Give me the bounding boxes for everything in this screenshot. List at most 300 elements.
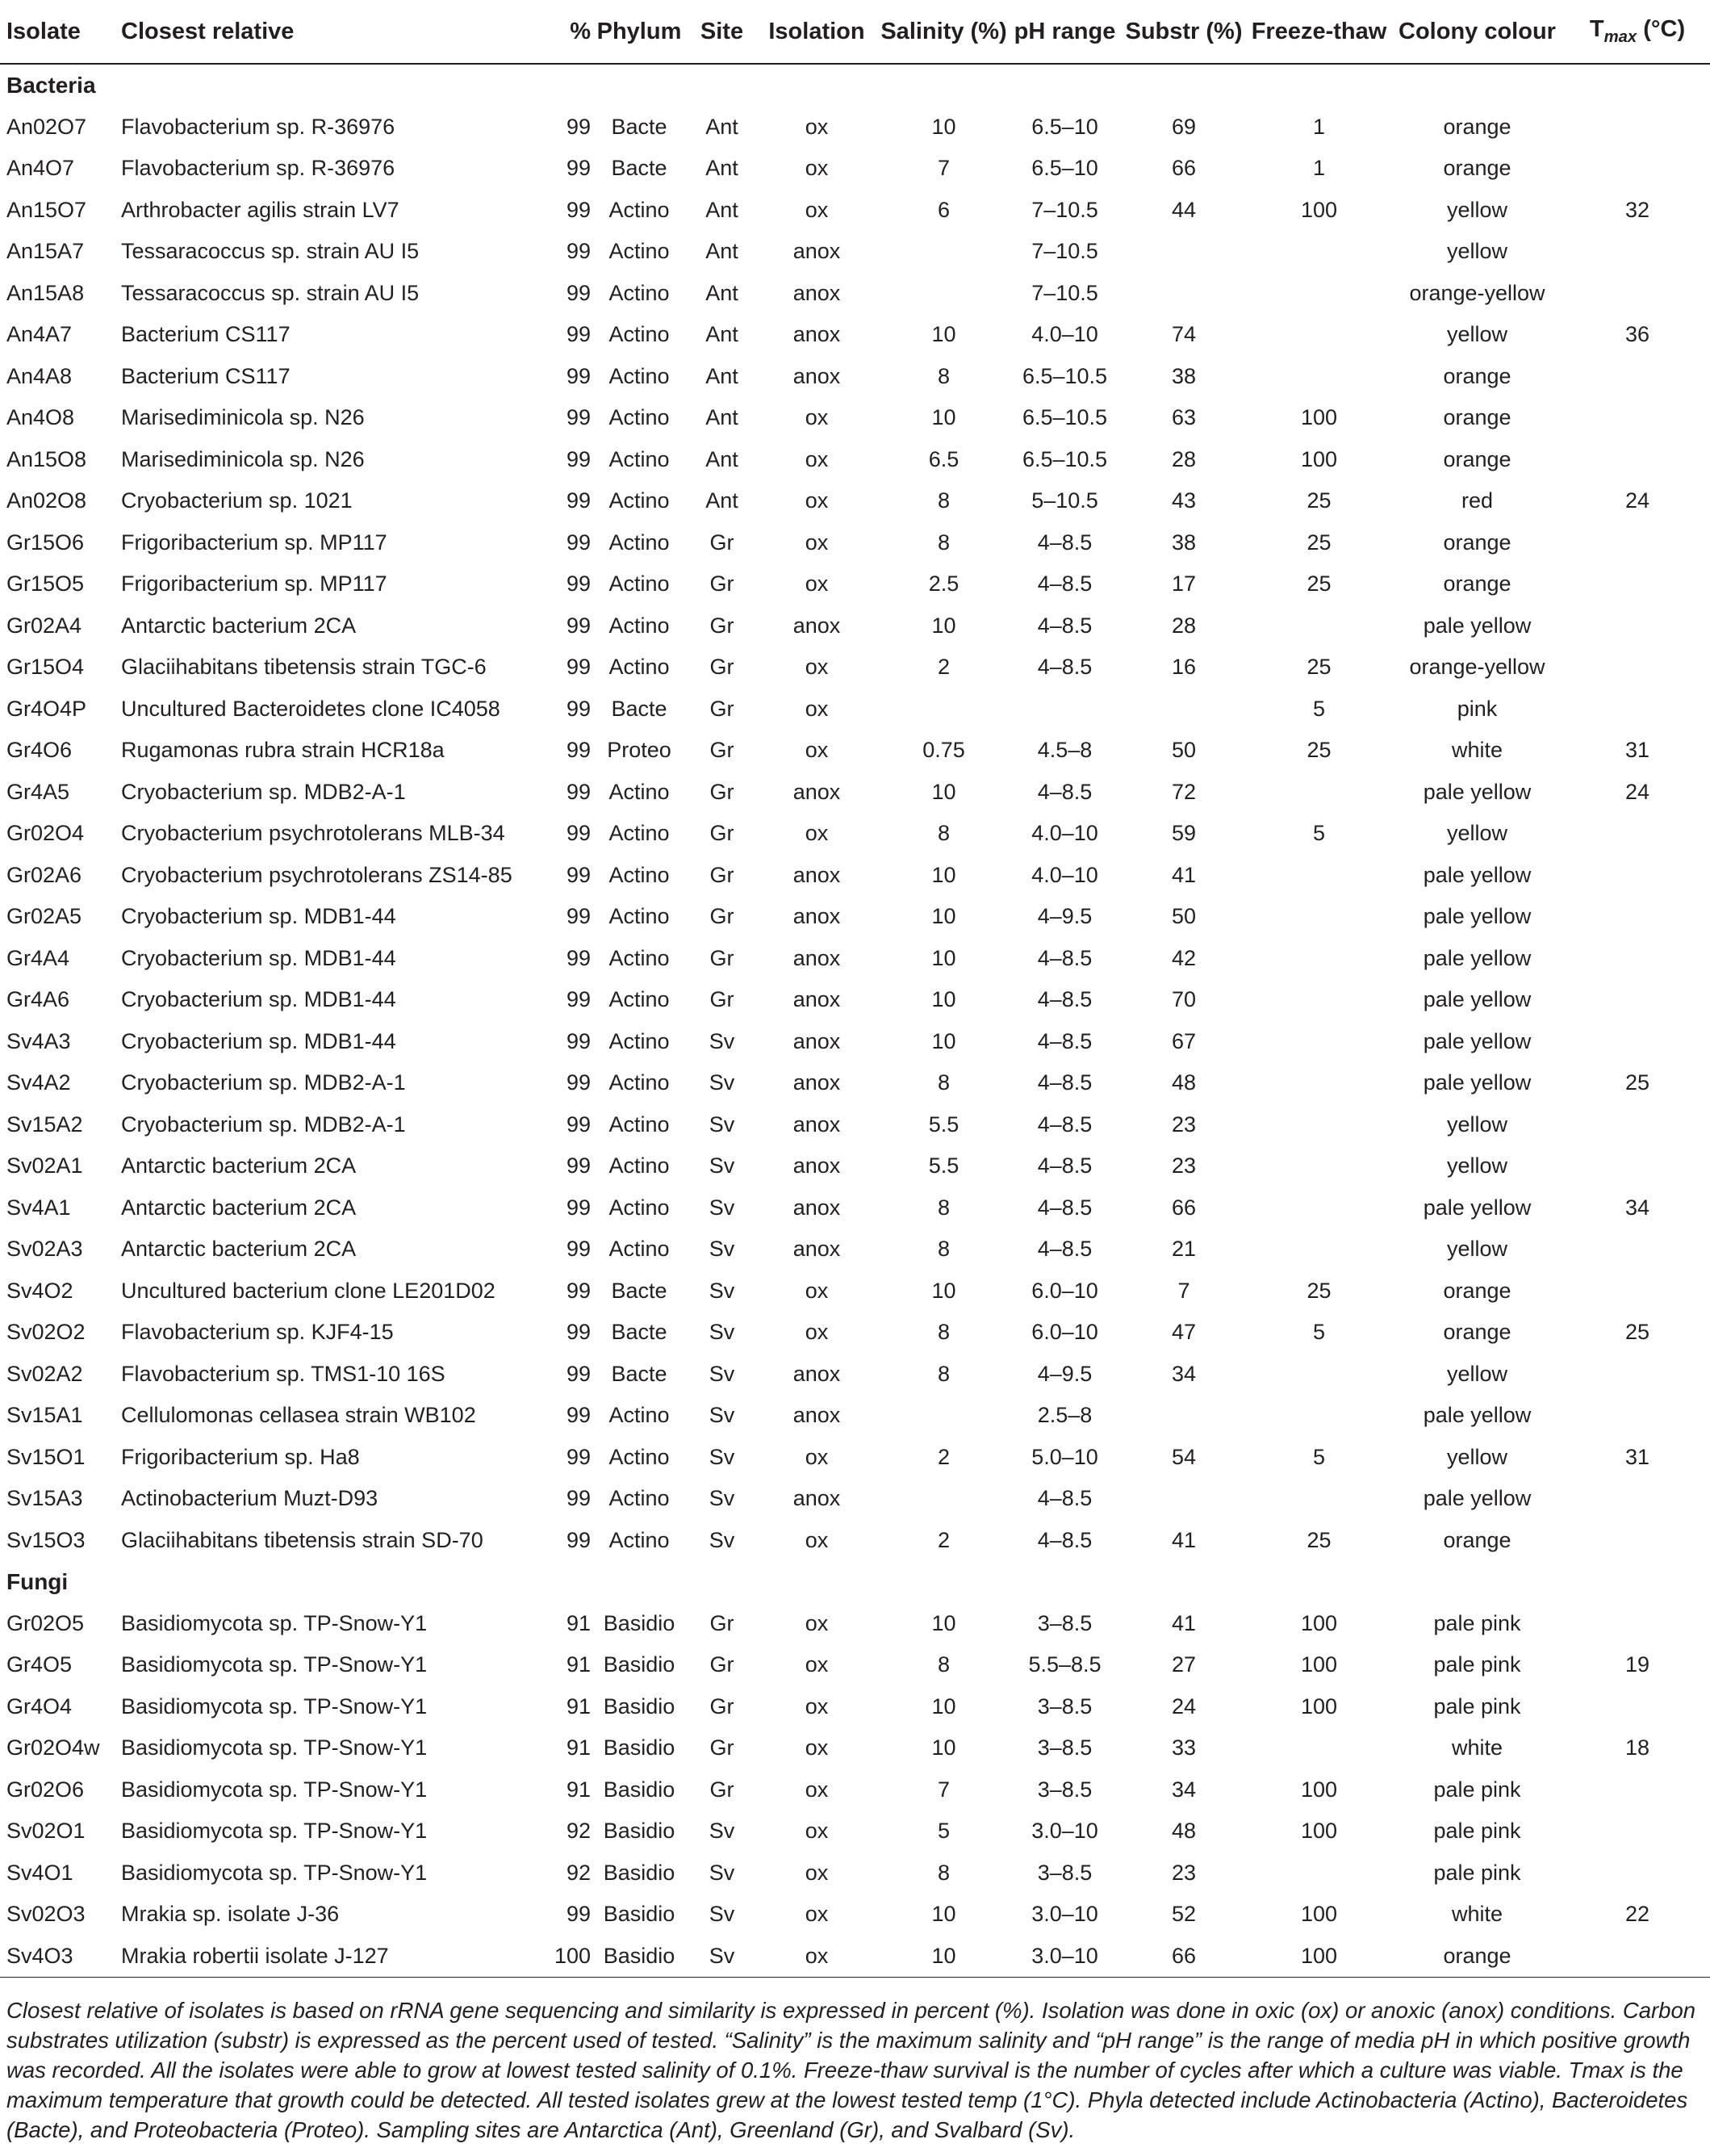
cell-freeze-thaw: 5 bbox=[1312, 696, 1326, 721]
cell-substr: 42 bbox=[1171, 945, 1197, 970]
cell-phylum: Actino bbox=[608, 322, 670, 347]
cell-closest-relative: Cryobacterium sp. 1021 bbox=[121, 488, 353, 513]
cell-percent: 99 bbox=[566, 655, 591, 680]
cell-isolation: ox bbox=[805, 1444, 829, 1469]
cell-substr: 72 bbox=[1171, 779, 1197, 804]
cell-isolation: anox bbox=[792, 1153, 841, 1178]
cell-isolation: anox bbox=[792, 363, 841, 388]
cell-salinity: 5 bbox=[937, 1819, 951, 1844]
cell-ph-range bbox=[1010, 689, 1119, 731]
cell-colony-colour: white bbox=[1451, 738, 1503, 763]
cell-tmax bbox=[1565, 1229, 1710, 1271]
cell-ph-range: 4–8.5 bbox=[1037, 1486, 1093, 1511]
cell-site: Sv bbox=[709, 1361, 735, 1386]
cell-phylum: Basidio bbox=[603, 1735, 675, 1760]
cell-substr: 70 bbox=[1171, 987, 1197, 1012]
cell-percent: 99 bbox=[566, 1902, 591, 1927]
cell-site: Sv bbox=[709, 1486, 735, 1511]
cell-substr bbox=[1119, 1395, 1248, 1437]
cell-percent: 99 bbox=[566, 862, 591, 887]
cell-site: Sv bbox=[709, 1902, 735, 1927]
cell-isolate: An02O7 bbox=[6, 114, 87, 139]
cell-closest-relative: Tessaracoccus sp. strain AU I5 bbox=[121, 239, 420, 264]
cell-isolation: ox bbox=[805, 446, 829, 471]
cell-freeze-thaw bbox=[1248, 1229, 1390, 1271]
cell-freeze-thaw bbox=[1248, 314, 1390, 356]
cell-colony-colour: pale yellow bbox=[1423, 945, 1532, 970]
cell-site: Gr bbox=[709, 945, 734, 970]
cell-percent: 99 bbox=[566, 530, 591, 555]
cell-ph-range: 4–8.5 bbox=[1037, 1111, 1093, 1137]
cell-ph-range: 7–10.5 bbox=[1031, 239, 1098, 264]
cell-freeze-thaw: 100 bbox=[1300, 1693, 1338, 1719]
cell-isolation: ox bbox=[805, 655, 829, 680]
cell-freeze-thaw bbox=[1248, 1062, 1390, 1104]
cell-salinity: 7 bbox=[937, 1777, 951, 1802]
cell-site: Ant bbox=[705, 446, 738, 471]
cell-percent: 91 bbox=[566, 1693, 591, 1719]
cell-freeze-thaw bbox=[1248, 231, 1390, 273]
cell-colony-colour: yellow bbox=[1446, 1237, 1508, 1262]
cell-site: Sv bbox=[709, 1070, 735, 1095]
cell-phylum: Basidio bbox=[603, 1610, 675, 1635]
cell-site: Sv bbox=[709, 1237, 735, 1262]
cell-isolation: anox bbox=[792, 945, 841, 970]
cell-closest-relative: Antarctic bacterium 2CA bbox=[121, 1153, 357, 1178]
cell-site: Gr bbox=[709, 987, 734, 1012]
cell-tmax bbox=[1565, 605, 1710, 647]
cell-phylum: Bacte bbox=[611, 696, 667, 721]
cell-tmax bbox=[1565, 1936, 1710, 1978]
cell-substr: 21 bbox=[1171, 1237, 1197, 1262]
cell-isolation: anox bbox=[792, 987, 841, 1012]
cell-salinity: 10 bbox=[931, 1610, 956, 1635]
cell-ph-range: 4–8.5 bbox=[1037, 571, 1093, 597]
cell-isolation: anox bbox=[792, 779, 841, 804]
cell-salinity: 7 bbox=[937, 156, 951, 181]
cell-isolation: ox bbox=[805, 1527, 829, 1552]
table-row bbox=[0, 1727, 1710, 1769]
cell-isolate: Gr4O4 bbox=[6, 1693, 73, 1719]
cell-closest-relative: Cryobacterium sp. MDB2-A-1 bbox=[121, 1111, 406, 1137]
cell-colony-colour: pale pink bbox=[1433, 1693, 1521, 1719]
table-row bbox=[0, 772, 1710, 814]
cell-isolate: Sv4A3 bbox=[6, 1028, 71, 1053]
cell-percent: 99 bbox=[566, 1278, 591, 1303]
cell-substr: 38 bbox=[1171, 530, 1197, 555]
cell-phylum: Bacte bbox=[611, 1278, 667, 1303]
cell-percent: 99 bbox=[566, 1486, 591, 1511]
cell-isolation: ox bbox=[805, 197, 829, 222]
table-row bbox=[0, 1644, 1710, 1686]
cell-phylum: Actino bbox=[608, 1237, 670, 1262]
cell-colony-colour: pale yellow bbox=[1423, 1070, 1532, 1095]
cell-freeze-thaw: 100 bbox=[1300, 1652, 1338, 1677]
cell-salinity: 8 bbox=[937, 488, 951, 513]
cell-isolate: Gr02O4w bbox=[6, 1735, 100, 1760]
cell-freeze-thaw bbox=[1248, 1187, 1390, 1229]
header-closest-relative: Closest relative bbox=[117, 0, 553, 64]
cell-site: Gr bbox=[709, 862, 734, 887]
cell-freeze-thaw: 5 bbox=[1312, 821, 1326, 846]
cell-ph-range: 5.0–10 bbox=[1031, 1444, 1098, 1469]
cell-colony-colour: pale yellow bbox=[1423, 779, 1532, 804]
cell-phylum: Actino bbox=[608, 613, 670, 638]
cell-percent: 99 bbox=[566, 239, 591, 264]
cell-isolation: ox bbox=[805, 1693, 829, 1719]
cell-site: Gr bbox=[709, 821, 734, 846]
cell-site: Sv bbox=[709, 1278, 735, 1303]
cell-closest-relative: Cryobacterium sp. MDB2-A-1 bbox=[121, 1070, 406, 1095]
cell-percent: 99 bbox=[566, 1527, 591, 1552]
cell-tmax bbox=[1565, 1852, 1710, 1894]
cell-salinity: 10 bbox=[931, 1735, 956, 1760]
cell-tmax bbox=[1565, 522, 1710, 564]
cell-phylum: Actino bbox=[608, 530, 670, 555]
cell-ph-range: 2.5–8 bbox=[1037, 1403, 1093, 1428]
cell-substr bbox=[1119, 1478, 1248, 1520]
cell-tmax bbox=[1565, 563, 1710, 605]
cell-phylum: Actino bbox=[608, 779, 670, 804]
cell-site: Ant bbox=[705, 114, 738, 139]
cell-substr: 17 bbox=[1171, 571, 1197, 597]
cell-closest-relative: Rugamonas rubra strain HCR18a bbox=[121, 738, 445, 763]
cell-substr bbox=[1119, 273, 1248, 315]
cell-isolation: anox bbox=[792, 1111, 841, 1137]
cell-tmax bbox=[1565, 647, 1710, 689]
cell-freeze-thaw bbox=[1248, 1021, 1390, 1063]
cell-ph-range: 4–8.5 bbox=[1037, 613, 1093, 638]
cell-salinity: 6.5 bbox=[928, 446, 960, 471]
cell-freeze-thaw bbox=[1248, 273, 1390, 315]
cell-tmax bbox=[1565, 1104, 1710, 1146]
table-row bbox=[0, 1354, 1710, 1396]
cell-tmax bbox=[1565, 1478, 1710, 1520]
cell-phylum: Actino bbox=[608, 862, 670, 887]
table-row bbox=[0, 522, 1710, 564]
table-row bbox=[0, 605, 1710, 647]
cell-freeze-thaw: 100 bbox=[1300, 1777, 1338, 1802]
cell-salinity: 10 bbox=[931, 1693, 956, 1719]
cell-site: Gr bbox=[709, 1610, 734, 1635]
cell-ph-range: 4–8.5 bbox=[1037, 1153, 1093, 1178]
table-row bbox=[0, 356, 1710, 398]
cell-isolate: Sv15O3 bbox=[6, 1527, 86, 1552]
table-row bbox=[0, 689, 1710, 731]
cell-closest-relative: Cryobacterium sp. MDB1-44 bbox=[121, 1028, 396, 1053]
cell-salinity: 10 bbox=[931, 405, 956, 430]
cell-closest-relative: Cryobacterium psychrotolerans ZS14-85 bbox=[121, 862, 512, 887]
table-row bbox=[0, 1312, 1710, 1354]
cell-percent: 99 bbox=[566, 197, 591, 222]
cell-percent: 91 bbox=[566, 1610, 591, 1635]
cell-site: Gr bbox=[709, 655, 734, 680]
cell-tmax bbox=[1565, 1811, 1710, 1852]
cell-percent: 99 bbox=[566, 280, 591, 305]
cell-isolation: anox bbox=[792, 862, 841, 887]
cell-closest-relative: Frigoribacterium sp. Ha8 bbox=[121, 1444, 360, 1469]
cell-percent: 99 bbox=[566, 488, 591, 513]
cell-freeze-thaw bbox=[1248, 1727, 1390, 1769]
cell-isolate: An4A8 bbox=[6, 363, 73, 388]
cell-phylum: Actino bbox=[608, 1070, 670, 1095]
cell-closest-relative: Mrakia sp. isolate J-36 bbox=[121, 1902, 340, 1927]
cell-colony-colour: yellow bbox=[1446, 1111, 1508, 1137]
cell-isolate: An15O8 bbox=[6, 446, 87, 471]
cell-isolation: ox bbox=[805, 1652, 829, 1677]
header-isolation: Isolation bbox=[756, 0, 877, 64]
header-site: Site bbox=[688, 0, 756, 64]
cell-closest-relative: Uncultured Bacteroidetes clone IC4058 bbox=[121, 696, 500, 721]
cell-salinity: 8 bbox=[937, 1195, 951, 1220]
cell-colony-colour: orange bbox=[1443, 1320, 1511, 1345]
cell-site: Sv bbox=[688, 1936, 756, 1978]
cell-substr: 33 bbox=[1171, 1735, 1197, 1760]
cell-colony-colour: pale yellow bbox=[1423, 862, 1532, 887]
cell-percent: 99 bbox=[566, 1111, 591, 1137]
cell-ph-range: 4–8.5 bbox=[1037, 987, 1093, 1012]
cell-isolation: anox bbox=[792, 1028, 841, 1053]
cell-ph-range: 6.0–10 bbox=[1031, 1278, 1098, 1303]
cell-tmax bbox=[1565, 1271, 1710, 1312]
group-row bbox=[0, 64, 1710, 107]
cell-salinity: 8 bbox=[937, 1652, 951, 1677]
cell-percent: 99 bbox=[566, 1028, 591, 1053]
cell-salinity: 2.5 bbox=[928, 571, 960, 597]
cell-phylum: Bacte bbox=[611, 1361, 667, 1386]
cell-substr: 41 bbox=[1171, 1527, 1197, 1552]
cell-percent: 99 bbox=[566, 738, 591, 763]
cell-tmax bbox=[1565, 896, 1710, 938]
cell-isolation: anox bbox=[792, 322, 841, 347]
cell-site: Gr bbox=[709, 904, 734, 929]
cell-colony-colour: orange-yellow bbox=[1409, 655, 1545, 680]
cell-phylum: Actino bbox=[608, 987, 670, 1012]
cell-substr: 50 bbox=[1171, 904, 1197, 929]
cell-isolate: Gr4O4P bbox=[6, 696, 87, 721]
cell-freeze-thaw: 100 bbox=[1300, 1902, 1338, 1927]
cell-closest-relative: Cellulomonas cellasea strain WB102 bbox=[121, 1403, 476, 1428]
cell-site: Ant bbox=[705, 363, 738, 388]
table-row bbox=[0, 1395, 1710, 1437]
cell-ph-range: 3–8.5 bbox=[1037, 1735, 1093, 1760]
cell-ph-range: 4.0–10 bbox=[1031, 862, 1098, 887]
cell-percent: 99 bbox=[566, 405, 591, 430]
cell-isolation: ox bbox=[805, 1902, 829, 1927]
cell-colony-colour: pale pink bbox=[1433, 1860, 1521, 1885]
cell-phylum: Basidio bbox=[603, 1860, 675, 1885]
cell-freeze-thaw bbox=[1248, 1478, 1390, 1520]
cell-freeze-thaw bbox=[1248, 1852, 1390, 1894]
cell-percent: 92 bbox=[566, 1819, 591, 1844]
cell-substr: 59 bbox=[1171, 821, 1197, 846]
cell-salinity: 8 bbox=[937, 1860, 951, 1885]
cell-percent: 99 bbox=[566, 1070, 591, 1095]
cell-tmax bbox=[1565, 107, 1710, 149]
cell-ph-range: 3.0–10 bbox=[1010, 1936, 1119, 1978]
cell-isolate: Gr4A5 bbox=[6, 779, 70, 804]
cell-freeze-thaw bbox=[1248, 979, 1390, 1021]
cell-phylum: Actino bbox=[608, 1195, 670, 1220]
cell-salinity: 2 bbox=[937, 1527, 951, 1552]
cell-salinity: 2 bbox=[937, 655, 951, 680]
cell-phylum: Actino bbox=[608, 280, 670, 305]
cell-tmax bbox=[1565, 356, 1710, 398]
cell-tmax bbox=[1565, 855, 1710, 897]
cell-percent: 92 bbox=[566, 1860, 591, 1885]
cell-percent: 99 bbox=[566, 446, 591, 471]
cell-substr: 43 bbox=[1171, 488, 1197, 513]
header-colony-colour: Colony colour bbox=[1390, 0, 1565, 64]
cell-isolate: Gr15O4 bbox=[6, 655, 85, 680]
cell-freeze-thaw: 100 bbox=[1300, 446, 1338, 471]
cell-colony-colour: pale yellow bbox=[1423, 1195, 1532, 1220]
table-row bbox=[0, 439, 1710, 481]
cell-percent: 91 bbox=[566, 1652, 591, 1677]
cell-freeze-thaw bbox=[1248, 938, 1390, 980]
cell-colony-colour: orange bbox=[1443, 114, 1511, 139]
cell-closest-relative: Cryobacterium sp. MDB1-44 bbox=[121, 945, 396, 970]
table-row bbox=[0, 855, 1710, 897]
cell-phylum: Basidio bbox=[603, 1819, 675, 1844]
cell-freeze-thaw: 25 bbox=[1307, 1527, 1332, 1552]
cell-isolate: Gr4A6 bbox=[6, 987, 70, 1012]
cell-substr: 23 bbox=[1171, 1860, 1197, 1885]
cell-substr bbox=[1119, 231, 1248, 273]
cell-site: Gr bbox=[709, 571, 734, 597]
cell-closest-relative: Basidiomycota sp. TP-Snow-Y1 bbox=[121, 1735, 428, 1760]
cell-isolate: Sv15A2 bbox=[6, 1111, 83, 1137]
cell-salinity: 2 bbox=[937, 1444, 951, 1469]
cell-isolate: An02O8 bbox=[6, 488, 87, 513]
cell-tmax bbox=[1565, 1395, 1710, 1437]
cell-salinity: 10 bbox=[931, 114, 956, 139]
cell-closest-relative: Cryobacterium sp. MDB2-A-1 bbox=[121, 779, 406, 804]
cell-salinity: 5.5 bbox=[928, 1111, 960, 1137]
cell-site: Sv bbox=[709, 1444, 735, 1469]
cell-ph-range: 3–8.5 bbox=[1037, 1777, 1093, 1802]
cell-closest-relative: Marisediminicola sp. N26 bbox=[121, 405, 365, 430]
cell-substr: 66 bbox=[1171, 1195, 1197, 1220]
cell-salinity: 8 bbox=[937, 821, 951, 846]
cell-isolate: An4A7 bbox=[6, 322, 73, 347]
cell-salinity bbox=[877, 689, 1010, 731]
cell-freeze-thaw: 100 bbox=[1300, 1819, 1338, 1844]
cell-isolation: ox bbox=[805, 1278, 829, 1303]
cell-tmax bbox=[1565, 979, 1710, 1021]
cell-ph-range: 6.0–10 bbox=[1031, 1320, 1098, 1345]
cell-phylum: Actino bbox=[608, 571, 670, 597]
header-freeze-thaw: Freeze-thaw bbox=[1248, 0, 1390, 64]
cell-closest-relative: Arthrobacter agilis strain LV7 bbox=[121, 197, 399, 222]
table-row bbox=[0, 480, 1710, 522]
cell-isolation: ox bbox=[805, 1610, 829, 1635]
table-row bbox=[0, 1603, 1710, 1645]
cell-colony-colour: pale pink bbox=[1433, 1777, 1521, 1802]
cell-substr: 34 bbox=[1171, 1361, 1197, 1386]
cell-substr: 23 bbox=[1171, 1111, 1197, 1137]
cell-tmax: 18 bbox=[1624, 1735, 1650, 1760]
cell-freeze-thaw: 25 bbox=[1307, 1278, 1332, 1303]
cell-site: Ant bbox=[705, 197, 738, 222]
cell-site: Sv bbox=[709, 1819, 735, 1844]
cell-colony-colour: yellow bbox=[1446, 1153, 1508, 1178]
cell-colony-colour: orange bbox=[1390, 1936, 1565, 1978]
cell-ph-range: 4–8.5 bbox=[1037, 1028, 1093, 1053]
table-row bbox=[0, 397, 1710, 439]
cell-phylum: Actino bbox=[608, 488, 670, 513]
cell-freeze-thaw bbox=[1248, 1104, 1390, 1146]
cell-substr: 27 bbox=[1171, 1652, 1197, 1677]
cell-closest-relative: Uncultured bacterium clone LE201D02 bbox=[121, 1278, 495, 1303]
table-row bbox=[0, 1852, 1710, 1894]
cell-phylum: Actino bbox=[608, 821, 670, 846]
cell-isolation: anox bbox=[792, 1195, 841, 1220]
cell-tmax bbox=[1565, 439, 1710, 481]
cell-phylum: Actino bbox=[608, 945, 670, 970]
cell-colony-colour: orange bbox=[1443, 530, 1511, 555]
cell-salinity bbox=[877, 231, 1010, 273]
cell-colony-colour: yellow bbox=[1446, 1444, 1508, 1469]
cell-ph-range: 3.0–10 bbox=[1031, 1902, 1098, 1927]
cell-tmax: 24 bbox=[1624, 488, 1650, 513]
cell-salinity: 8 bbox=[937, 1361, 951, 1386]
cell-site: Ant bbox=[705, 239, 738, 264]
cell-percent: 91 bbox=[566, 1735, 591, 1760]
cell-tmax: 24 bbox=[1624, 779, 1650, 804]
cell-isolation: ox bbox=[805, 530, 829, 555]
cell-phylum: Proteo bbox=[607, 738, 671, 763]
cell-phylum: Actino bbox=[608, 446, 670, 471]
cell-isolate: Sv02A1 bbox=[6, 1153, 83, 1178]
cell-isolation: anox bbox=[792, 1361, 841, 1386]
cell-colony-colour: pale yellow bbox=[1423, 904, 1532, 929]
cell-tmax: 36 bbox=[1624, 322, 1650, 347]
table-row bbox=[0, 231, 1710, 273]
cell-salinity bbox=[877, 1478, 1010, 1520]
cell-isolation: anox bbox=[792, 1486, 841, 1511]
cell-tmax: 25 bbox=[1624, 1320, 1650, 1345]
cell-site: Sv bbox=[709, 1153, 735, 1178]
table-row bbox=[0, 647, 1710, 689]
cell-tmax: 25 bbox=[1624, 1070, 1650, 1095]
cell-percent: 99 bbox=[566, 363, 591, 388]
cell-percent: 100 bbox=[553, 1936, 591, 1978]
table-caption: Closest relative of isolates is based on rRNA gene sequencing and similarity is expressed in percent (%). Isolation was done in oxic (ox) or anoxic (anox) conditions. Carbon substrates utilization (substr) is expressed as the percent used of tested. “Salinity” is the maximum salinity and “pH range” is the range of media pH in which positive growth was recorded. All the isolates were able to grow at lowest tested salinity of 0.1%. Freeze-thaw survival is the number of cycles after which a culture was viable. Tmax is the maximum temperature that growth could be detected. All tested isolates grew at the lowest tested temp (1°C). Phyla detected include Actinobacteria (Actino), Bacteroidetes (Bacte), and Proteobacteria (Proteo). Sampling sites are Antarctica (Ant), Greenland (Gr), and Svalbard (Sv). bbox=[6, 1998, 1696, 2142]
table-row bbox=[0, 107, 1710, 149]
cell-isolation: anox bbox=[792, 239, 841, 264]
cell-freeze-thaw bbox=[1248, 1395, 1390, 1437]
cell-colony-colour: yellow bbox=[1446, 239, 1508, 264]
cell-isolate: An4O7 bbox=[6, 156, 75, 181]
cell-isolation: ox bbox=[805, 696, 829, 721]
cell-tmax bbox=[1565, 1021, 1710, 1063]
cell-colony-colour: pink bbox=[1457, 696, 1498, 721]
cell-isolation: ox bbox=[805, 405, 829, 430]
cell-site: Sv bbox=[709, 1195, 735, 1220]
cell-salinity: 10 bbox=[931, 613, 956, 638]
header-tmax: $T_{max}$ (°C) bbox=[1565, 0, 1710, 64]
cell-substr: 28 bbox=[1171, 446, 1197, 471]
cell-isolation: ox bbox=[805, 114, 829, 139]
cell-salinity: 8 bbox=[937, 1320, 951, 1345]
cell-percent: 99 bbox=[566, 821, 591, 846]
cell-percent: 99 bbox=[566, 1444, 591, 1469]
cell-tmax bbox=[1565, 689, 1710, 731]
cell-colony-colour: orange-yellow bbox=[1409, 280, 1545, 305]
group-row bbox=[0, 1561, 1710, 1603]
cell-colony-colour: red bbox=[1461, 488, 1494, 513]
